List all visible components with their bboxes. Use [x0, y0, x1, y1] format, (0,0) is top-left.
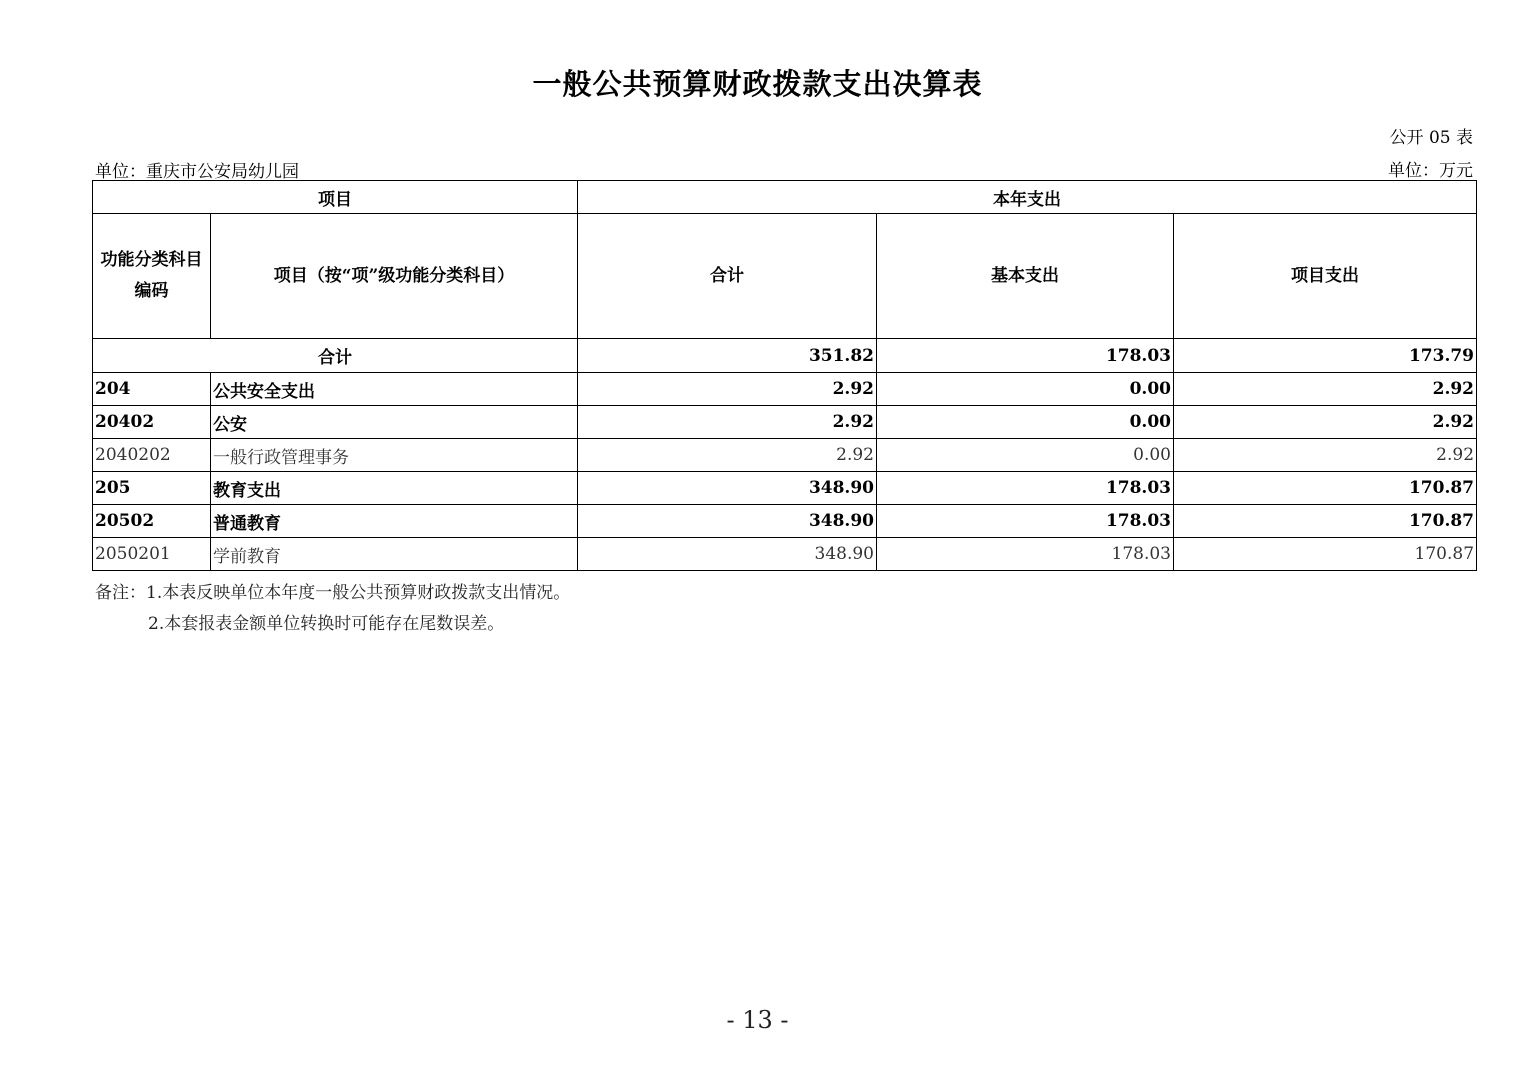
row-code: 20502	[93, 505, 211, 538]
row-basic: 178.03	[877, 472, 1174, 505]
row-basic: 0.00	[877, 373, 1174, 406]
row-name: 普通教育	[211, 505, 578, 538]
note-1: 备注：1.本表反映单位本年度一般公共预算财政拨款支出情况。	[95, 583, 571, 603]
row-basic: 178.03	[877, 505, 1174, 538]
table-row	[93, 406, 1477, 439]
header-basic: 基本支出	[877, 214, 1174, 339]
row-total: 2.92	[578, 439, 877, 472]
row-project: 170.87	[1174, 472, 1477, 505]
table-row	[93, 472, 1477, 505]
organization-unit: 单位：重庆市公安局幼儿园	[95, 162, 299, 182]
row-name: 一般行政管理事务	[211, 439, 578, 472]
table-row	[93, 373, 1477, 406]
row-code: 204	[93, 373, 211, 406]
currency-unit: 单位：万元	[1388, 161, 1473, 181]
page-number: - 13 -	[726, 1006, 789, 1034]
header-row-2	[93, 214, 1477, 339]
row-code: 2040202	[93, 439, 211, 472]
summary-row	[93, 339, 1477, 373]
summary-project: 173.79	[1174, 339, 1477, 373]
row-code: 20402	[93, 406, 211, 439]
table-row	[93, 505, 1477, 538]
row-basic: 0.00	[877, 406, 1174, 439]
row-basic: 178.03	[877, 538, 1174, 571]
row-project: 2.92	[1174, 406, 1477, 439]
table-row	[93, 439, 1477, 472]
page-title: 一般公共预算财政拨款支出决算表	[532, 67, 983, 101]
header-row-1	[93, 181, 1477, 214]
form-number: 公开 05 表	[1389, 128, 1473, 148]
table-row	[93, 538, 1477, 571]
header-item: 项目（按“项”级功能分类科目）	[211, 214, 578, 339]
row-project: 2.92	[1174, 439, 1477, 472]
header-code: 功能分类科目编码	[93, 214, 211, 339]
row-project: 2.92	[1174, 373, 1477, 406]
row-name: 公安	[211, 406, 578, 439]
header-project-expenditure: 项目支出	[1174, 214, 1477, 339]
row-total: 2.92	[578, 373, 877, 406]
row-code: 205	[93, 472, 211, 505]
row-name: 学前教育	[211, 538, 578, 571]
header-current-year: 本年支出	[578, 181, 1477, 214]
header-project: 项目	[93, 181, 578, 214]
row-total: 348.90	[578, 538, 877, 571]
row-code: 2050201	[93, 538, 211, 571]
row-total: 348.90	[578, 505, 877, 538]
row-project: 170.87	[1174, 538, 1477, 571]
summary-total: 351.82	[578, 339, 877, 373]
row-name: 公共安全支出	[211, 373, 578, 406]
header-total: 合计	[578, 214, 877, 339]
row-project: 170.87	[1174, 505, 1477, 538]
expenditure-table	[92, 180, 1477, 571]
row-total: 2.92	[578, 406, 877, 439]
row-name: 教育支出	[211, 472, 578, 505]
row-basic: 0.00	[877, 439, 1174, 472]
summary-label: 合计	[93, 339, 578, 373]
row-total: 348.90	[578, 472, 877, 505]
note-2: 2.本套报表金额单位转换时可能存在尾数误差。	[148, 614, 505, 634]
summary-basic: 178.03	[877, 339, 1174, 373]
